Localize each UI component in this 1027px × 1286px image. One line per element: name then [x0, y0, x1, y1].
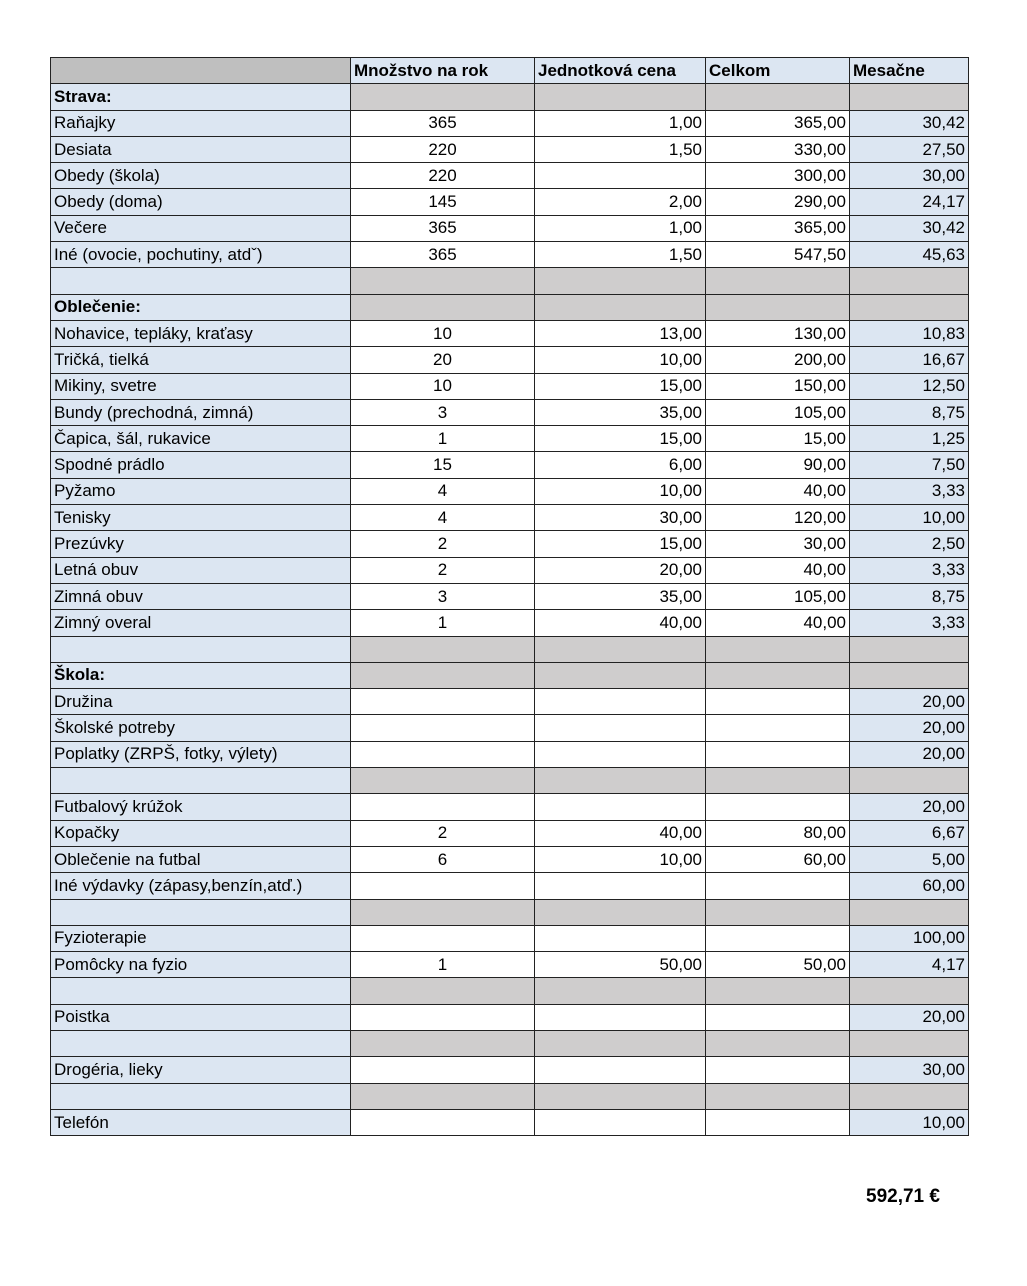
table-row: [51, 110, 969, 136]
qty-cell[interactable]: 2: [351, 820, 535, 846]
unit-price-cell[interactable]: 15,00: [535, 373, 706, 399]
item-label[interactable]: Iné výdavky (zápasy,benzín,atď.): [51, 873, 351, 899]
table-row: [51, 242, 969, 268]
total-cell[interactable]: 330,00: [706, 136, 850, 162]
unit-price-cell[interactable]: 1,50: [535, 242, 706, 268]
total-cell[interactable]: 365,00: [706, 215, 850, 241]
item-label[interactable]: Drogéria, lieky: [51, 1057, 351, 1083]
monthly-cell[interactable]: 6,67: [850, 820, 969, 846]
spacer-cell[interactable]: [850, 978, 969, 1004]
qty-cell[interactable]: 365: [351, 110, 535, 136]
qty-cell[interactable]: 20: [351, 347, 535, 373]
qty-cell[interactable]: [351, 925, 535, 951]
section-blank-cell[interactable]: [706, 662, 850, 688]
spacer-cell[interactable]: [535, 1083, 706, 1109]
total-cell[interactable]: [706, 1004, 850, 1030]
item-label[interactable]: Fyzioterapie: [51, 925, 351, 951]
section-row: [51, 662, 969, 688]
unit-price-cell[interactable]: 35,00: [535, 399, 706, 425]
item-label[interactable]: Tričká, tielká: [51, 347, 351, 373]
table-row: [51, 426, 969, 452]
table-row: [51, 320, 969, 346]
qty-cell[interactable]: [351, 873, 535, 899]
table-row: [51, 1109, 969, 1135]
table-row: [51, 689, 969, 715]
total-cell[interactable]: 15,00: [706, 426, 850, 452]
table-row: [51, 347, 969, 373]
header-unit-price[interactable]: Jednotková cena: [535, 58, 706, 84]
total-cell[interactable]: 105,00: [706, 399, 850, 425]
unit-price-cell[interactable]: 2,00: [535, 189, 706, 215]
spacer-cell[interactable]: [850, 636, 969, 662]
qty-cell[interactable]: 2: [351, 531, 535, 557]
monthly-cell[interactable]: 5,00: [850, 846, 969, 872]
spacer-cell[interactable]: [706, 1083, 850, 1109]
table-row: [51, 505, 969, 531]
section-blank-cell[interactable]: [351, 662, 535, 688]
monthly-cell[interactable]: 7,50: [850, 452, 969, 478]
unit-price-cell[interactable]: 13,00: [535, 320, 706, 346]
unit-price-cell[interactable]: [535, 689, 706, 715]
spacer-cell[interactable]: [706, 636, 850, 662]
spacer-cell[interactable]: [850, 268, 969, 294]
spacer-cell[interactable]: [706, 899, 850, 925]
qty-cell[interactable]: 2: [351, 557, 535, 583]
item-label[interactable]: Poistka: [51, 1004, 351, 1030]
unit-price-cell[interactable]: [535, 741, 706, 767]
monthly-cell[interactable]: 20,00: [850, 741, 969, 767]
section-row: [51, 294, 969, 320]
unit-price-cell[interactable]: 1,00: [535, 110, 706, 136]
item-label[interactable]: Letná obuv: [51, 557, 351, 583]
monthly-cell[interactable]: 3,33: [850, 610, 969, 636]
qty-cell[interactable]: [351, 715, 535, 741]
unit-price-cell[interactable]: [535, 1109, 706, 1135]
unit-price-cell[interactable]: [535, 1004, 706, 1030]
total-cell[interactable]: 90,00: [706, 452, 850, 478]
qty-cell[interactable]: [351, 1057, 535, 1083]
item-label[interactable]: Tenisky: [51, 505, 351, 531]
total-cell[interactable]: 80,00: [706, 820, 850, 846]
section-blank-cell[interactable]: [850, 294, 969, 320]
total-cell[interactable]: [706, 1057, 850, 1083]
monthly-cell[interactable]: 24,17: [850, 189, 969, 215]
qty-cell[interactable]: [351, 741, 535, 767]
section-label[interactable]: Škola:: [51, 662, 351, 688]
unit-price-cell[interactable]: [535, 925, 706, 951]
item-label[interactable]: Čapica, šál, rukavice: [51, 426, 351, 452]
spacer-cell[interactable]: [535, 768, 706, 794]
monthly-cell[interactable]: 45,63: [850, 242, 969, 268]
table-row: [51, 1057, 969, 1083]
unit-price-cell[interactable]: 10,00: [535, 846, 706, 872]
spacer-row: [51, 899, 969, 925]
section-blank-cell[interactable]: [535, 662, 706, 688]
item-label[interactable]: Oblečenie na futbal: [51, 846, 351, 872]
unit-price-cell[interactable]: 1,00: [535, 215, 706, 241]
item-label[interactable]: Družina: [51, 689, 351, 715]
total-cell[interactable]: 40,00: [706, 478, 850, 504]
spacer-cell[interactable]: [535, 899, 706, 925]
item-label[interactable]: Prezúvky: [51, 531, 351, 557]
table-row: [51, 873, 969, 899]
total-cell[interactable]: 200,00: [706, 347, 850, 373]
spacer-cell[interactable]: [351, 1030, 535, 1056]
monthly-cell[interactable]: 20,00: [850, 1004, 969, 1030]
unit-price-cell[interactable]: 40,00: [535, 820, 706, 846]
spacer-cell[interactable]: [706, 978, 850, 1004]
spacer-cell[interactable]: [351, 768, 535, 794]
item-label[interactable]: Zimná obuv: [51, 583, 351, 609]
header-row: [51, 58, 969, 84]
qty-cell[interactable]: 15: [351, 452, 535, 478]
header-cell-blank[interactable]: [51, 58, 351, 84]
monthly-cell[interactable]: 27,50: [850, 136, 969, 162]
table-row: [51, 846, 969, 872]
header-qty[interactable]: Množstvo na rok: [351, 58, 535, 84]
table-row: [51, 163, 969, 189]
table-row: [51, 583, 969, 609]
total-cell[interactable]: [706, 741, 850, 767]
qty-cell[interactable]: [351, 689, 535, 715]
spacer-cell[interactable]: [535, 636, 706, 662]
monthly-cell[interactable]: 12,50: [850, 373, 969, 399]
header-total[interactable]: Celkom: [706, 58, 850, 84]
monthly-cell[interactable]: 60,00: [850, 873, 969, 899]
qty-cell[interactable]: 4: [351, 478, 535, 504]
monthly-cell[interactable]: 16,67: [850, 347, 969, 373]
unit-price-cell[interactable]: [535, 1057, 706, 1083]
item-label[interactable]: Desiata: [51, 136, 351, 162]
spacer-row: [51, 768, 969, 794]
monthly-cell[interactable]: 100,00: [850, 925, 969, 951]
total-cell[interactable]: 40,00: [706, 610, 850, 636]
qty-cell[interactable]: 1: [351, 952, 535, 978]
spacer-cell[interactable]: [351, 636, 535, 662]
qty-cell[interactable]: 145: [351, 189, 535, 215]
unit-price-cell[interactable]: 35,00: [535, 583, 706, 609]
unit-price-cell[interactable]: 15,00: [535, 426, 706, 452]
monthly-cell[interactable]: 30,42: [850, 110, 969, 136]
qty-cell[interactable]: 10: [351, 373, 535, 399]
item-label[interactable]: Pomôcky na fyzio: [51, 952, 351, 978]
spacer-cell[interactable]: [850, 1030, 969, 1056]
monthly-cell[interactable]: 10,00: [850, 1109, 969, 1135]
table-row: [51, 531, 969, 557]
monthly-cell[interactable]: 30,00: [850, 1057, 969, 1083]
qty-cell[interactable]: 220: [351, 136, 535, 162]
total-cell[interactable]: 150,00: [706, 373, 850, 399]
table-row: [51, 741, 969, 767]
spacer-label-cell[interactable]: [51, 1083, 351, 1109]
monthly-cell[interactable]: 3,33: [850, 557, 969, 583]
unit-price-cell[interactable]: 10,00: [535, 478, 706, 504]
spacer-cell[interactable]: [850, 899, 969, 925]
section-blank-cell[interactable]: [706, 84, 850, 110]
table-row: [51, 610, 969, 636]
spacer-label-cell[interactable]: [51, 268, 351, 294]
table-row: [51, 478, 969, 504]
monthly-cell[interactable]: 8,75: [850, 583, 969, 609]
spacer-cell[interactable]: [351, 1083, 535, 1109]
qty-cell[interactable]: 1: [351, 426, 535, 452]
qty-cell[interactable]: [351, 1004, 535, 1030]
table-row: [51, 925, 969, 951]
table-row: [51, 794, 969, 820]
total-cell[interactable]: 290,00: [706, 189, 850, 215]
spacer-row: [51, 1030, 969, 1056]
total-cell[interactable]: 130,00: [706, 320, 850, 346]
spacer-cell[interactable]: [706, 1030, 850, 1056]
monthly-cell[interactable]: 4,17: [850, 952, 969, 978]
spacer-row: [51, 978, 969, 1004]
spacer-row: [51, 1083, 969, 1109]
spacer-label-cell[interactable]: [51, 978, 351, 1004]
spacer-cell[interactable]: [351, 268, 535, 294]
qty-cell[interactable]: [351, 794, 535, 820]
unit-price-cell[interactable]: [535, 715, 706, 741]
total-cell[interactable]: 365,00: [706, 110, 850, 136]
unit-price-cell[interactable]: 1,50: [535, 136, 706, 162]
section-row: [51, 84, 969, 110]
total-cell[interactable]: 40,00: [706, 557, 850, 583]
grand-total: 592,71 €: [866, 1186, 940, 1207]
qty-cell[interactable]: 365: [351, 242, 535, 268]
total-cell[interactable]: 105,00: [706, 583, 850, 609]
spacer-cell[interactable]: [706, 268, 850, 294]
total-cell[interactable]: 300,00: [706, 163, 850, 189]
table-row: [51, 373, 969, 399]
section-blank-cell[interactable]: [850, 84, 969, 110]
total-cell[interactable]: 547,50: [706, 242, 850, 268]
monthly-cell[interactable]: 20,00: [850, 689, 969, 715]
item-label[interactable]: Zimný overal: [51, 610, 351, 636]
spacer-cell[interactable]: [850, 768, 969, 794]
spacer-label-cell[interactable]: [51, 1030, 351, 1056]
total-cell[interactable]: 50,00: [706, 952, 850, 978]
qty-cell[interactable]: 3: [351, 583, 535, 609]
unit-price-cell[interactable]: 20,00: [535, 557, 706, 583]
total-cell[interactable]: 60,00: [706, 846, 850, 872]
spacer-label-cell[interactable]: [51, 636, 351, 662]
spacer-row: [51, 268, 969, 294]
total-cell[interactable]: 30,00: [706, 531, 850, 557]
table-row: [51, 952, 969, 978]
budget-table: [50, 57, 969, 1136]
total-cell[interactable]: 120,00: [706, 505, 850, 531]
item-label[interactable]: Futbalový krúžok: [51, 794, 351, 820]
total-cell[interactable]: [706, 925, 850, 951]
monthly-cell[interactable]: 10,00: [850, 505, 969, 531]
section-blank-cell[interactable]: [351, 294, 535, 320]
spacer-row: [51, 636, 969, 662]
item-label[interactable]: Obedy (doma): [51, 189, 351, 215]
unit-price-cell[interactable]: [535, 794, 706, 820]
total-cell[interactable]: [706, 794, 850, 820]
spacer-cell[interactable]: [850, 1083, 969, 1109]
monthly-cell[interactable]: 8,75: [850, 399, 969, 425]
qty-cell[interactable]: 3: [351, 399, 535, 425]
table-row: [51, 820, 969, 846]
monthly-cell[interactable]: 1,25: [850, 426, 969, 452]
table-row: [51, 557, 969, 583]
monthly-cell[interactable]: 30,00: [850, 163, 969, 189]
section-blank-cell[interactable]: [535, 84, 706, 110]
spacer-label-cell[interactable]: [51, 899, 351, 925]
table-row: [51, 399, 969, 425]
qty-cell[interactable]: 220: [351, 163, 535, 189]
unit-price-cell[interactable]: 10,00: [535, 347, 706, 373]
unit-price-cell[interactable]: [535, 873, 706, 899]
item-label[interactable]: Obedy (škola): [51, 163, 351, 189]
qty-cell[interactable]: 365: [351, 215, 535, 241]
qty-cell[interactable]: 10: [351, 320, 535, 346]
section-label[interactable]: Strava:: [51, 84, 351, 110]
spacer-cell[interactable]: [535, 268, 706, 294]
total-cell[interactable]: [706, 873, 850, 899]
unit-price-cell[interactable]: 40,00: [535, 610, 706, 636]
item-label[interactable]: Nohavice, tepláky, kraťasy: [51, 320, 351, 346]
unit-price-cell[interactable]: 50,00: [535, 952, 706, 978]
section-blank-cell[interactable]: [850, 662, 969, 688]
section-label[interactable]: Oblečenie:: [51, 294, 351, 320]
item-label[interactable]: Školské potreby: [51, 715, 351, 741]
unit-price-cell[interactable]: 6,00: [535, 452, 706, 478]
qty-cell[interactable]: 6: [351, 846, 535, 872]
item-label[interactable]: Poplatky (ZRPŠ, fotky, výlety): [51, 741, 351, 767]
item-label[interactable]: Večere: [51, 215, 351, 241]
qty-cell[interactable]: [351, 1109, 535, 1135]
spacer-label-cell[interactable]: [51, 768, 351, 794]
section-blank-cell[interactable]: [535, 294, 706, 320]
total-cell[interactable]: [706, 689, 850, 715]
qty-cell[interactable]: 4: [351, 505, 535, 531]
item-label[interactable]: Mikiny, svetre: [51, 373, 351, 399]
item-label[interactable]: Spodné prádlo: [51, 452, 351, 478]
total-cell[interactable]: [706, 1109, 850, 1135]
spacer-cell[interactable]: [535, 978, 706, 1004]
spacer-cell[interactable]: [351, 978, 535, 1004]
spacer-cell[interactable]: [351, 899, 535, 925]
total-cell[interactable]: [706, 715, 850, 741]
section-blank-cell[interactable]: [706, 294, 850, 320]
item-label[interactable]: Pyžamo: [51, 478, 351, 504]
monthly-cell[interactable]: 20,00: [850, 715, 969, 741]
unit-price-cell[interactable]: [535, 163, 706, 189]
table-body: [51, 84, 969, 1136]
table-row: [51, 1004, 969, 1030]
monthly-cell[interactable]: 20,00: [850, 794, 969, 820]
monthly-cell[interactable]: 30,42: [850, 215, 969, 241]
section-blank-cell[interactable]: [351, 84, 535, 110]
table-row: [51, 215, 969, 241]
qty-cell[interactable]: 1: [351, 610, 535, 636]
item-label[interactable]: Raňajky: [51, 110, 351, 136]
unit-price-cell[interactable]: 30,00: [535, 505, 706, 531]
monthly-cell[interactable]: 2,50: [850, 531, 969, 557]
table-row: [51, 715, 969, 741]
item-label[interactable]: Telefón: [51, 1109, 351, 1135]
table-row: [51, 136, 969, 162]
spacer-cell[interactable]: [706, 768, 850, 794]
item-label[interactable]: Kopačky: [51, 820, 351, 846]
table-row: [51, 189, 969, 215]
item-label[interactable]: Bundy (prechodná, zimná): [51, 399, 351, 425]
table-row: [51, 452, 969, 478]
item-label[interactable]: Iné (ovocie, pochutiny, atdˇ): [51, 242, 351, 268]
monthly-cell[interactable]: 10,83: [850, 320, 969, 346]
unit-price-cell[interactable]: 15,00: [535, 531, 706, 557]
spacer-cell[interactable]: [535, 1030, 706, 1056]
monthly-cell[interactable]: 3,33: [850, 478, 969, 504]
header-monthly[interactable]: Mesačne: [850, 58, 969, 84]
